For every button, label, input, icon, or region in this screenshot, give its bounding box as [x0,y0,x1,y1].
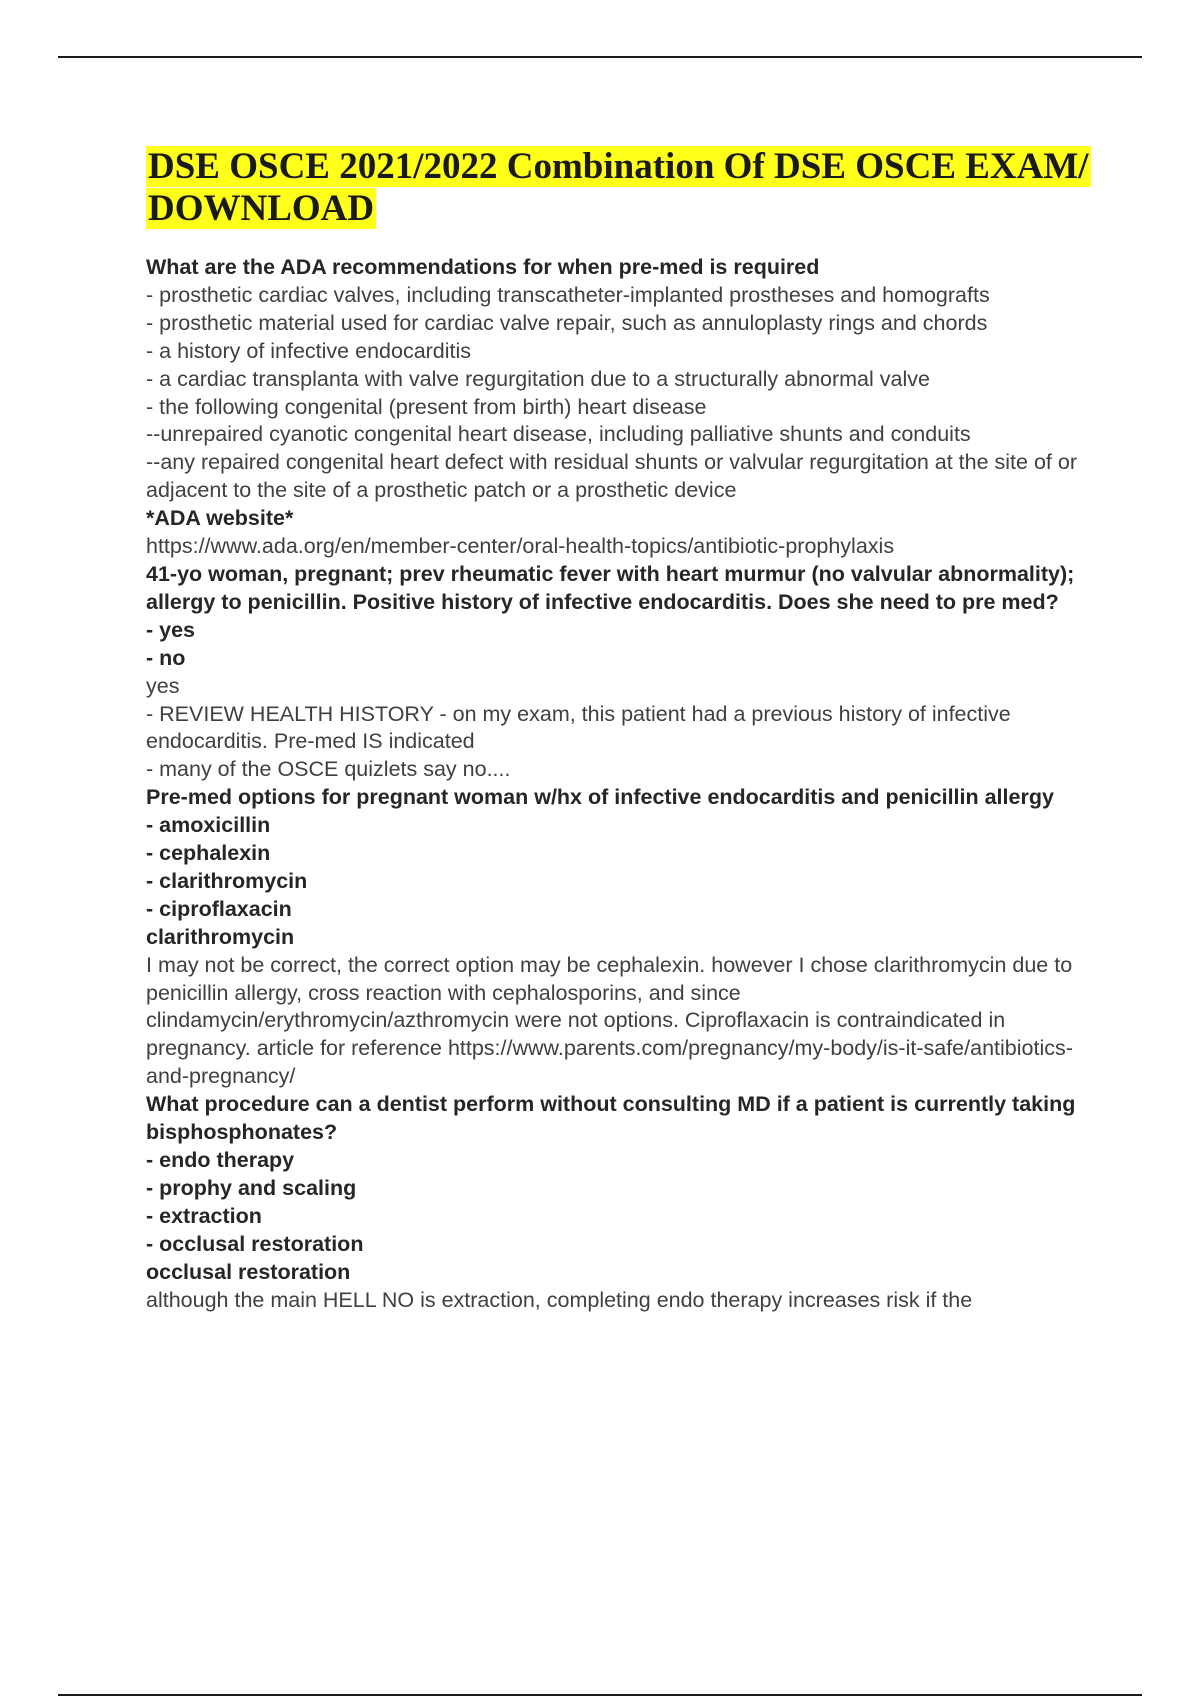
qa-content [146,254,1096,1314]
answer-line: although the main HELL NO is extraction, completing endo therapy increases risk if the [146,1287,973,1312]
question-line: - ciproflaxacin [146,896,292,921]
question-line: *ADA website* [146,506,294,531]
answer-line: - the following congenital (present from birth) heart disease [146,394,707,419]
answer-line: - prosthetic material used for cardiac valve repair, such as annuloplasty rings and chords [146,310,988,335]
answer-line: I may not be correct, the correct option may be cephalexin. however I chose clarithromycin due to penicillin allergy, cross reaction with cephalosporins, and since clindamycin/erythromycin/azthromycin were not options. Ciproflaxacin is contraindicated in pregnancy. article for reference https://www.parents.com/pregnancy/my-body/is-it-safe/antibiotics-and-pregnancy/ [146,952,1073,1089]
question-line: Pre-med options for pregnant woman w/hx of infective endocarditis and penicillin allergy [146,785,1054,810]
answer-line: https://www.ada.org/en/member-center/oral-health-topics/antibiotic-prophylaxis [146,534,895,559]
question-line: occlusal restoration [146,1259,351,1284]
answer-line: - a history of infective endocarditis [146,338,472,363]
document-title-text: DSE OSCE 2021/2022 Combination Of DSE OSCE EXAM/ DOWNLOAD [148,146,1089,229]
question-line: - cephalexin [146,841,271,866]
question-line: - occlusal restoration [146,1231,364,1256]
answer-line: - prosthetic cardiac valves, including transcatheter-implanted prostheses and homografts [146,282,990,307]
answer-line: yes [146,673,180,698]
question-line: - amoxicillin [146,813,271,838]
question-line: - clarithromycin [146,868,308,893]
answer-line: - many of the OSCE quizlets say no.... [146,757,511,782]
top-rule [58,56,1142,58]
document-body [146,146,1096,1314]
question-line: What are the ADA recommendations for when pre-med is required [146,255,820,279]
answer-line: - a cardiac transplanta with valve regurgitation due to a structurally abnormal valve [146,366,930,391]
answer-line: --unrepaired cyanotic congenital heart disease, including palliative shunts and conduits [146,422,971,447]
question-line: 41-yo woman, pregnant; prev rheumatic fever with heart murmur (no valvular abnormality); allergy to penicillin. Positive history of infective endocarditis. Does she need to pre med? [146,561,1075,614]
question-line: - extraction [146,1203,262,1228]
question-line: - endo therapy [146,1148,295,1172]
answer-line: --any repaired congenital heart defect with residual shunts or valvular regurgitation at the site of or adjacent to the site of a prosthetic patch or a prosthetic device [146,450,1077,503]
question-line: - prophy and scaling [146,1175,357,1200]
question-line: clarithromycin [146,924,295,949]
document-title [146,146,1096,230]
question-line: - no [146,645,186,670]
bottom-rule [58,1694,1142,1696]
question-line: What procedure can a dentist perform without consulting MD if a patient is currently taking bisphosphonates? [146,1092,1076,1145]
question-line: - yes [146,617,196,642]
answer-line: - REVIEW HEALTH HISTORY - on my exam, this patient had a previous history of infective endocarditis. Pre-med IS indicated [146,701,1011,754]
